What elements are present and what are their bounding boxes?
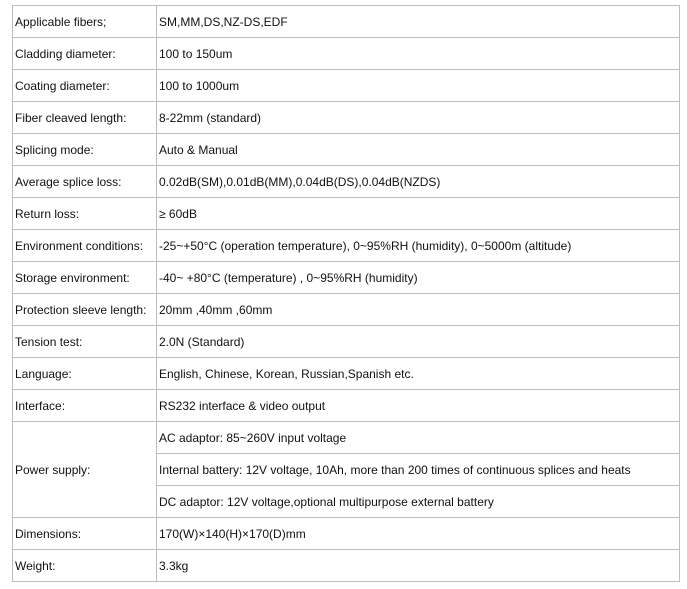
spec-row — [13, 6, 680, 38]
spec-label: Tension test: — [13, 326, 157, 358]
spec-value: DC adaptor: 12V voltage,optional multipurpose external battery — [157, 486, 680, 518]
spec-label: Applicable fibers; — [13, 6, 157, 38]
spec-row — [13, 38, 680, 70]
spec-value: English, Chinese, Korean, Russian,Spanish etc. — [157, 358, 680, 390]
spec-label: Cladding diameter: — [13, 38, 157, 70]
spec-label: Language: — [13, 358, 157, 390]
spec-label: Environment conditions: — [13, 230, 157, 262]
spec-value: Auto & Manual — [157, 134, 680, 166]
spec-row — [13, 294, 680, 326]
spec-value: 170(W)×140(H)×170(D)mm — [157, 518, 680, 550]
spec-value: 20mm ,40mm ,60mm — [157, 294, 680, 326]
spec-label: Weight: — [13, 550, 157, 582]
spec-row — [13, 198, 680, 230]
spec-row — [13, 262, 680, 294]
spec-row — [13, 166, 680, 198]
spec-label: Splicing mode: — [13, 134, 157, 166]
spec-label: Dimensions: — [13, 518, 157, 550]
spec-value: -25~+50°C (operation temperature), 0~95%RH (humidity), 0~5000m (altitude) — [157, 230, 680, 262]
spec-label: Average splice loss: — [13, 166, 157, 198]
spec-row — [13, 358, 680, 390]
spec-value: 2.0N (Standard) — [157, 326, 680, 358]
spec-row — [13, 518, 680, 550]
spec-label: Return loss: — [13, 198, 157, 230]
spec-value: SM,MM,DS,NZ-DS,EDF — [157, 6, 680, 38]
spec-row — [13, 550, 680, 582]
spec-value: 3.3kg — [157, 550, 680, 582]
spec-value: RS232 interface & video output — [157, 390, 680, 422]
spec-row — [13, 70, 680, 102]
spec-value: ≥ 60dB — [157, 198, 680, 230]
spec-label: Storage environment: — [13, 262, 157, 294]
spec-label: Interface: — [13, 390, 157, 422]
spec-value: 100 to 150um — [157, 38, 680, 70]
spec-row — [13, 326, 680, 358]
spec-row — [13, 390, 680, 422]
spec-row — [13, 134, 680, 166]
spec-value: 0.02dB(SM),0.01dB(MM),0.04dB(DS),0.04dB(NZDS) — [157, 166, 680, 198]
spec-row — [13, 102, 680, 134]
spec-row — [13, 422, 680, 454]
spec-label: Fiber cleaved length: — [13, 102, 157, 134]
spec-label: Coating diameter: — [13, 70, 157, 102]
spec-row — [13, 230, 680, 262]
spec-value: Internal battery: 12V voltage, 10Ah, more than 200 times of continuous splices and heats — [157, 454, 680, 486]
spec-value: 8-22mm (standard) — [157, 102, 680, 134]
spec-table — [12, 5, 680, 582]
spec-value: -40~ +80°C (temperature) , 0~95%RH (humidity) — [157, 262, 680, 294]
spec-value: 100 to 1000um — [157, 70, 680, 102]
spec-label: Power supply: — [13, 422, 157, 518]
spec-label: Protection sleeve length: — [13, 294, 157, 326]
spec-value: AC adaptor: 85~260V input voltage — [157, 422, 680, 454]
